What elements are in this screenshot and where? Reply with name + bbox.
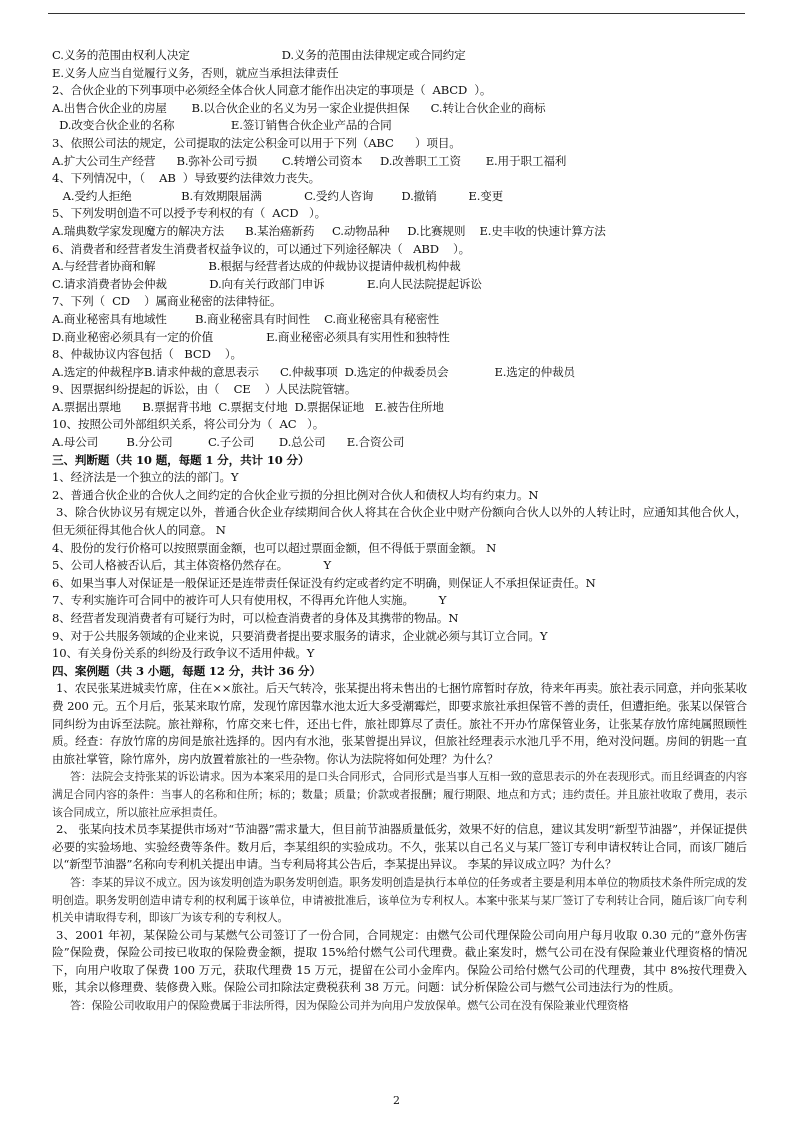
case-question: 1、农民张某进城卖竹席，住在××旅社。后天气转冷，张某提出将未售出的七捆竹席暂时存放，待来年再卖。旅社表示同意，并向张某收费 200 元。五个月后，张某来取竹席，发现竹席因靠水池太近大多受潮霉烂，即要求旅社承担保管不善的责任，但遭拒绝。张某以保管合同纠纷为由诉至法院。旅社辩称，竹席交来七件，还出七件，旅社即算尽了责任。旅社不开办竹席保管业务，让张某存放竹席纯属照顾性质。经查：存放竹席的房间是旅社选择的。因内有水池，张某曾提出异议，但旅社经理表示水池几乎不用，绝对没问题。房间的钥匙一直由旅社掌管，除竹席外，房内放置着旅社的一些杂物。你认为法院将如何处理？为什么？ — [52, 681, 747, 766]
judgment-item: 9、对于公共服务领域的企业来说，只要消费者提出要求服务的请求，企业就必须与其订立合同。Y — [52, 628, 548, 643]
mc-line: 3、依照公司法的规定，公司提取的法定公积金可以用于下列（ABC ）项目。 — [52, 135, 461, 150]
case-answer: 答：保险公司收取用户的保险费属于非法所得，因为保险公司并为向用户发放保单。燃气公司在没有保险兼业代理资格 — [70, 999, 629, 1013]
judgment-item: 6、如果当事人对保证是一般保证还是连带责任保证没有约定或者约定不明确，则保证人不承担保证责任。N — [52, 575, 596, 590]
mc-line: A.瑞典数学家发现魔方的解决方法 B.某治癌新药 C.动物品种 D.比赛规则 E.史丰收的快速计算方法 — [52, 223, 606, 238]
mc-line: C.义务的范围由权利人决定 D.义务的范围由法律规定或合同约定 — [52, 48, 466, 62]
mc-line: E.义务人应当自觉履行义务，否则，就应当承担法律责任 — [52, 65, 339, 80]
judgment-item: 7、专利实施许可合同中的被许可人只有使用权，不得再允许他人实施。 Y — [52, 593, 447, 608]
mc-line: 9、因票据纠纷提起的诉讼，由（ CE ）人民法院管辖。 — [52, 382, 357, 397]
judgment-item: 2、普通合伙企业的合伙人之间约定的合伙企业亏损的分担比例对合伙人和债权人均有约束力。N — [52, 487, 539, 502]
mc-line: 2、合伙企业的下列事项中必须经全体合伙人同意才能作出决定的事项是（ ABCD ）。 — [52, 83, 492, 98]
mc-line: D.改变合伙企业的名称 E.签订销售合伙企业产品的合同 — [52, 118, 392, 133]
section-heading: 四、案例题（共 3 小题，每题 12 分，共计 36 分） — [52, 663, 321, 678]
mc-line: A.票据出票地 B.票据背书地 C.票据支付地 D.票据保证地 E.被告住所地 — [52, 399, 444, 414]
judgment-item: 5、公司人格被否认后，其主体资格仍然存在。 Y — [52, 558, 331, 573]
mc-line: A.与经营者协商和解 B.根据与经营者达成的仲裁协议提请仲裁机构仲裁 — [52, 259, 461, 274]
page-number: 2 — [393, 1094, 400, 1107]
multiple-choice-section — [52, 47, 747, 452]
mc-line: 10、按照公司外部组织关系，将公司分为（ AC ）。 — [52, 417, 325, 432]
case-question: 3、2001 年初，某保险公司与某燃气公司签订了一份合同，合同规定：由燃气公司代理保险公司向用户每月收取 0.30 元的“意外伤害险”保险费，保险公司按已收取的保险费金额，提取 15%给付燃气公司代理费。截止案发时，燃气公司在没有保险兼业代理资格的情况下，向用户收取了保费 100 万元，获取代理费 15 万元，提留在公司小金库内。保险公司给付燃气公司的代理费，其中 8%按代理费入账，其余以修理费、装修费入账。保险公司扣除法定费税获利 38 万元。问题：试分析保险公司与燃气公司违法行为的性质。 — [52, 927, 747, 995]
judgment-item: 1、经济法是一个独立的法的部门。Y — [52, 470, 239, 485]
header-rule — [48, 13, 745, 14]
mc-line: C.请求消费者协会仲裁 D.向有关行政部门申诉 E.向人民法院提起诉讼 — [52, 276, 482, 291]
mc-line: 8、仲裁协议内容包括（ BCD ）。 — [52, 347, 242, 362]
case-study-section — [52, 663, 747, 1015]
judgment-item: 3、除合伙协议另有规定以外，普通合伙企业存续期间合伙人将其在合伙企业中财产份额向合伙人以外的人转让时，应通知其他合伙人，但无须征得其他合伙人的同意。 N — [52, 505, 747, 538]
mc-line: 4、下列情况中，（ AB ）导致要约法律效力丧失。 — [52, 171, 321, 186]
judgment-item: 8、经营者发现消费者有可疑行为时，可以检查消费者的身体及其携带的物品。N — [52, 611, 459, 625]
mc-line: A.商业秘密具有地域性 B.商业秘密具有时间性 C.商业秘密具有秘密性 — [52, 311, 439, 326]
mc-line: A.出售合伙企业的房屋 B.以合伙企业的名义为另一家企业提供担保 C.转让合伙企业的商标 — [52, 100, 546, 115]
case-answer: 答：李某的异议不成立。因为该发明创造为职务发明创造。职务发明创造是执行本单位的任务或者主要是利用本单位的物质技术条件所完成的发明创造。职务发明创造申请专利的权利属于该单位，申请被批准后，该单位为专利权人。本案中张某与某厂签订了专利转让合同，随后该厂向专利机关申请取得专利，即该厂为该专利的专利权人。 — [52, 875, 747, 925]
section-heading: 三、判断题（共 10 题，每题 1 分，共计 10 分） — [52, 452, 310, 467]
case-question: 2、 张某向技术员李某提供市场对“节油器”需求量大，但目前节油器质量低劣，效果不好的信息，建议其发明“新型节油器”，并保证提供必要的实验场地、实验经费等条件。数月后，李某组织的实验成功。不久，张某以自己名义与某厂签订专利申请权转让合同，而该厂随后以“新型节油器”名称向专利机关提出申请。当专利局将其公告后，李某提出异议。 李某的异议成立吗？为什么？ — [52, 822, 747, 872]
mc-line: A.母公司 B.分公司 C.子公司 D.总公司 E.合资公司 — [52, 435, 405, 450]
true-false-section — [52, 452, 747, 663]
case-answer: 答：法院会支持张某的诉讼请求。因为本案采用的是口头合同形式，合同形式是当事人互相一致的意思表示的外在表现形式。而且经调查的内容满足合同内容的条件：当事人的名称和住所；标的；数量；质量；价款或者报酬；履行期限、地点和方式；违约责任。并且旅社收取了费用，表示该合同成立，所以旅社应承担责任。 — [52, 770, 747, 819]
mc-line: A.选定的仲裁程序B.请求仲裁的意思表示 C.仲裁事项 D.选定的仲裁委员会 E.选定的仲裁员 — [52, 364, 575, 379]
page-content — [52, 47, 747, 1015]
mc-line: 6、消费者和经营者发生消费者权益争议的，可以通过下列途径解决（ ABD ）。 — [52, 241, 471, 256]
mc-line: 7、下列（ CD ）属商业秘密的法律特征。 — [52, 294, 282, 309]
mc-line: 5、下列发明创造不可以授予专利权的有（ ACD ）。 — [52, 206, 327, 221]
judgment-item: 4、股份的发行价格可以按照票面金额，也可以超过票面金额，但不得低于票面金额。 N — [52, 540, 497, 555]
mc-line: A.受约人拒绝 B.有效期限届满 C.受约人咨询 D.撤销 E.变更 — [52, 188, 504, 203]
mc-line: D.商业秘密必须具有一定的价值 E.商业秘密必须具有实用性和独特性 — [52, 329, 450, 344]
mc-line: A.扩大公司生产经营 B.弥补公司亏损 C.转增公司资本 D.改善职工工资 E.用于职工福利 — [52, 153, 567, 168]
judgment-item: 10、有关身份关系的纠纷及行政争议不适用仲裁。Y — [52, 646, 315, 661]
